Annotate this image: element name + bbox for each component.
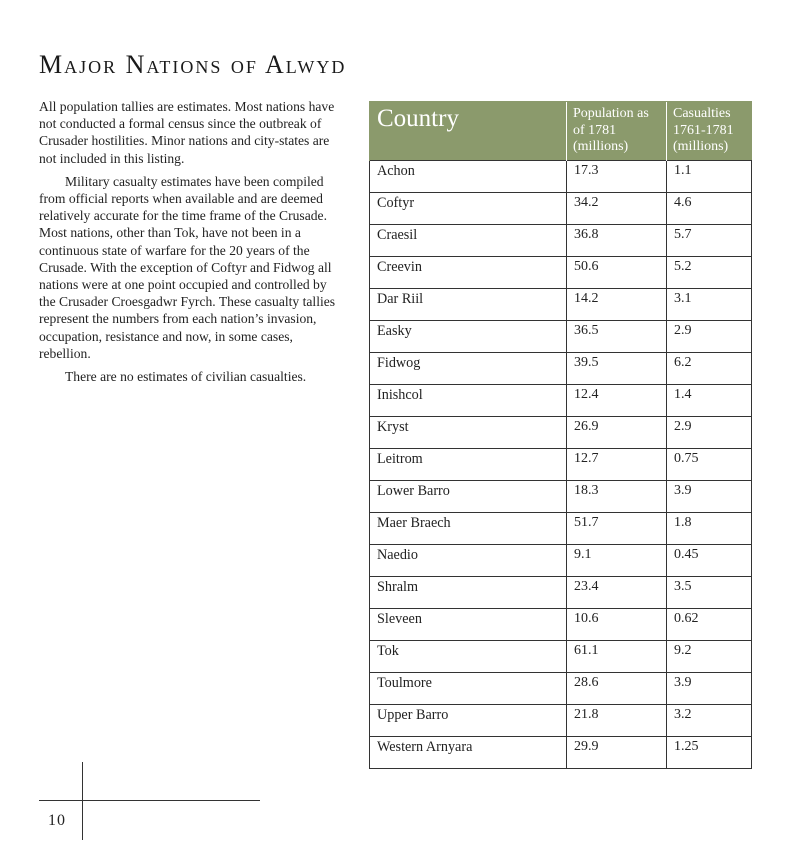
- cell-country: Achon: [370, 160, 567, 192]
- table-row: [370, 608, 752, 640]
- cell-country: Western Arnyara: [370, 736, 567, 768]
- cell-population: 61.1: [567, 640, 667, 672]
- cell-country: Maer Braech: [370, 512, 567, 544]
- table-row: [370, 416, 752, 448]
- table-row: [370, 544, 752, 576]
- cell-population: 23.4: [567, 576, 667, 608]
- cell-population: 10.6: [567, 608, 667, 640]
- cell-country: Leitrom: [370, 448, 567, 480]
- cell-population: 29.9: [567, 736, 667, 768]
- table-header-row: [370, 102, 752, 161]
- cell-country: Lower Barro: [370, 480, 567, 512]
- table-row: [370, 448, 752, 480]
- cell-population: 36.8: [567, 224, 667, 256]
- cell-population: 39.5: [567, 352, 667, 384]
- table-row: [370, 640, 752, 672]
- cell-country: Craesil: [370, 224, 567, 256]
- cell-casualties: 0.75: [667, 448, 752, 480]
- cell-casualties: 3.2: [667, 704, 752, 736]
- cell-country: Kryst: [370, 416, 567, 448]
- cell-casualties: 0.45: [667, 544, 752, 576]
- cell-population: 12.4: [567, 384, 667, 416]
- cell-population: 17.3: [567, 160, 667, 192]
- table-row: [370, 576, 752, 608]
- table-row: [370, 512, 752, 544]
- cell-casualties: 2.9: [667, 416, 752, 448]
- header-country: Country: [370, 102, 567, 161]
- cell-population: 51.7: [567, 512, 667, 544]
- cell-country: Sleveen: [370, 608, 567, 640]
- cell-country: Tok: [370, 640, 567, 672]
- table-row: [370, 160, 752, 192]
- cell-country: Upper Barro: [370, 704, 567, 736]
- cell-population: 21.8: [567, 704, 667, 736]
- cell-population: 34.2: [567, 192, 667, 224]
- cell-country: Coftyr: [370, 192, 567, 224]
- header-population: Population as of 1781 (millions): [567, 102, 667, 161]
- cell-country: Toulmore: [370, 672, 567, 704]
- table-row: [370, 256, 752, 288]
- cell-casualties: 3.1: [667, 288, 752, 320]
- cell-population: 9.1: [567, 544, 667, 576]
- table-row: [370, 192, 752, 224]
- table-row: [370, 480, 752, 512]
- cell-country: Dar Riil: [370, 288, 567, 320]
- page-title: Major Nations of Alwyd: [39, 50, 347, 79]
- cell-casualties: 6.2: [667, 352, 752, 384]
- table-row: [370, 672, 752, 704]
- cell-casualties: 9.2: [667, 640, 752, 672]
- cell-casualties: 1.25: [667, 736, 752, 768]
- cell-casualties: 5.2: [667, 256, 752, 288]
- table-row: [370, 352, 752, 384]
- cell-casualties: 2.9: [667, 320, 752, 352]
- cell-population: 14.2: [567, 288, 667, 320]
- footer-rule-vertical: [82, 762, 83, 840]
- cell-population: 36.5: [567, 320, 667, 352]
- cell-casualties: 3.9: [667, 672, 752, 704]
- cell-population: 26.9: [567, 416, 667, 448]
- cell-country: Fidwog: [370, 352, 567, 384]
- table-row: [370, 288, 752, 320]
- table-row: [370, 320, 752, 352]
- cell-country: Shralm: [370, 576, 567, 608]
- table-row: [370, 224, 752, 256]
- cell-population: 50.6: [567, 256, 667, 288]
- cell-country: Creevin: [370, 256, 567, 288]
- cell-casualties: 1.8: [667, 512, 752, 544]
- intro-text: [39, 98, 339, 391]
- cell-casualties: 1.4: [667, 384, 752, 416]
- intro-paragraph: There are no estimates of civilian casualties.: [65, 369, 307, 385]
- cell-population: 28.6: [567, 672, 667, 704]
- cell-country: Naedio: [370, 544, 567, 576]
- cell-population: 12.7: [567, 448, 667, 480]
- cell-casualties: 3.5: [667, 576, 752, 608]
- cell-country: Easky: [370, 320, 567, 352]
- table-row: [370, 704, 752, 736]
- table-row: [370, 384, 752, 416]
- table-row: [370, 736, 752, 768]
- footer-rule-horizontal: [39, 800, 260, 801]
- cell-country: Inishcol: [370, 384, 567, 416]
- cell-casualties: 3.9: [667, 480, 752, 512]
- nations-table-container: [369, 101, 751, 769]
- nations-table: [369, 101, 752, 769]
- page-number: 10: [48, 812, 66, 829]
- cell-casualties: 1.1: [667, 160, 752, 192]
- cell-population: 18.3: [567, 480, 667, 512]
- cell-casualties: 5.7: [667, 224, 752, 256]
- table-body: [370, 160, 752, 768]
- cell-casualties: 0.62: [667, 608, 752, 640]
- cell-casualties: 4.6: [667, 192, 752, 224]
- header-casualties: Casualties 1761-1781 (millions): [667, 102, 752, 161]
- intro-paragraph: Military casualty estimates have been compiled from official reports when available and are deemed relatively accurate for the time frame of the Crusade. Most nations, other than Tok, have not been in a continuous state of warfare for the 20 years of the Crusade. With the exception of Coftyr and Fidwog all nations were at one point occupied and controlled by the Crusader Croesgadwr Fyrch. These casualty tallies represent the numbers from each nation’s invasion, occupation, resistance and now, in some cases, rebellion.: [39, 173, 336, 361]
- intro-paragraph: All population tallies are estimates. Most nations have not conducted a formal census since the outbreak of Crusader hostilities. Minor nations and city-states are not included in this listing.: [39, 99, 335, 166]
